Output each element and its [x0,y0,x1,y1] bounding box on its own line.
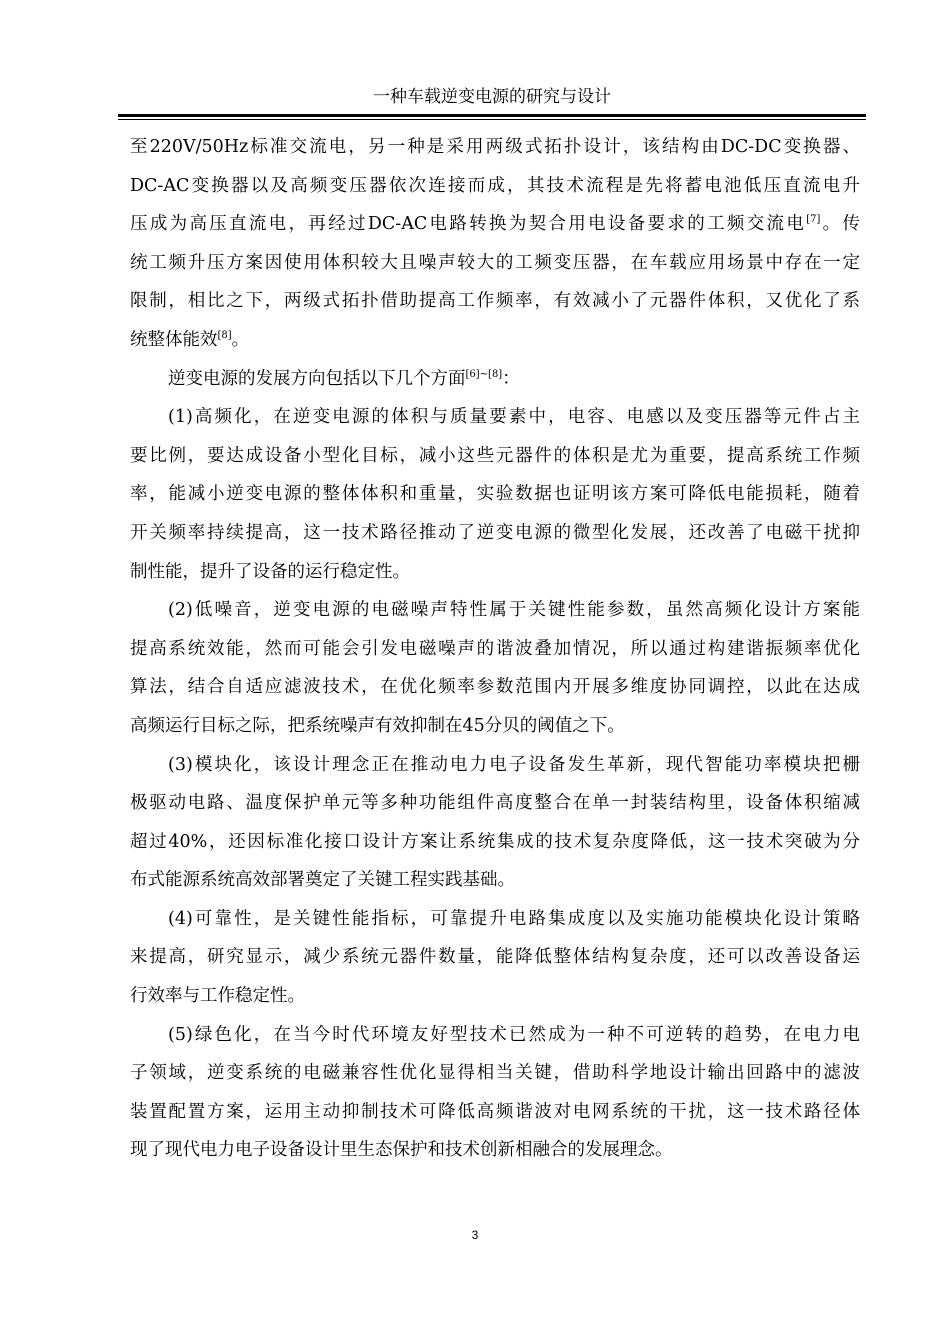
text-line: (3)模块化，该设计理念正在推动电力电子设备发生革新，现代智能功率模块把栅 [168,754,860,775]
text-line: 布式能源系统高效部署奠定了关键工程实践基础。 [130,870,515,891]
text-line: (2)低噪音，逆变电源的电磁噪声特性属于关键性能参数，虽然高频化设计方案能 [168,600,860,621]
text-line: 行效率与工作稳定性。 [130,986,305,1007]
running-header: 一种车载逆变电源的研究与设计 [373,87,611,107]
text-line: 极驱动电路、温度保护单元等多种功能组件高度整合在单一封装结构里，设备体积缩减 [130,793,860,814]
text-line: 开关频率持续提高，这一技术路径推动了逆变电源的微型化发展，还改善了电磁干扰抑 [130,522,860,543]
text-line: (5)绿色化，在当今时代环境友好型技术已然成为一种不可逆转的趋势，在电力电 [168,1024,860,1045]
paragraph-low-noise [130,591,860,745]
text: ： [502,368,520,389]
paragraph-green [130,1016,860,1170]
text-line: 统工频升压方案因使用体积较大且噪声较大的工频变压器，在车载应用场景中存在一定 [130,252,860,273]
document-body [130,128,860,1170]
text-line: 超过40%，还因标准化接口设计方案让系统集成的技术复杂度降低，这一技术突破为分 [130,831,860,852]
text-line: 现了现代电力电子设备设计里生态保护和技术创新相融合的发展理念。 [130,1140,673,1161]
text-line: (1)高频化，在逆变电源的体积与质量要素中，电容、电感以及变压器等元件占主 [168,407,860,428]
paragraph-directions-intro [130,360,860,399]
text-line: 限制，相比之下，两级式拓扑借助提高工作频率，有效减小了元器件体积，又优化了系 [130,291,860,312]
paragraph-modular [130,746,860,900]
text-line: (4)可靠性，是关键性能指标，可靠提升电路集成度以及实施功能模块化设计策略 [168,908,860,929]
text-line: 来提高，研究显示，减少系统元器件数量，能降低整体结构复杂度，还可以改善设备运 [130,947,860,968]
paragraph-topology [130,128,860,360]
text-line: DC-AC变换器以及高频变压器依次连接而成，其技术流程是先将蓄电池低压直流电升 [130,175,860,196]
text: 逆变电源的发展方向包括以下几个方面 [168,368,466,389]
paragraph-high-frequency [130,398,860,591]
text-line [130,360,860,399]
paragraph-reliability [130,900,860,1016]
header-rule-thin [118,119,866,120]
text: 统整体能效 [130,329,218,350]
text-line: 要比例，要达成设备小型化目标，减小这些元器件的体积是尤为重要，提高系统工作频 [130,445,860,466]
header-rule-thick [118,114,866,117]
text: 压成为高压直流电，再经过DC-AC电路转换为契合用电设备要求的工频交流电 [130,214,807,235]
text-line: 提高系统效能，然而可能会引发电磁噪声的谐波叠加情况，所以通过构建谐振频率优化 [130,638,860,659]
text: 。传 [820,214,861,235]
text-line: 至220V/50Hz标准交流电，另一种是采用两级式拓扑设计，该结构由DC-DC变换器、 [130,137,860,157]
text-line: 装置配置方案，运用主动抑制技术可降低高频谐波对电网系统的干扰，这一技术路径体 [130,1101,860,1122]
text-line: 制性能，提升了设备的运行稳定性。 [130,561,410,582]
text-line: 子领域，逆变系统的电磁兼容性优化显得相当关键，借助科学地设计输出回路中的滤波 [130,1063,860,1084]
text-line: 高频运行目标之际，把系统噪声有效抑制在45分贝的阈值之下。 [130,715,625,736]
text: 。 [231,329,250,350]
citation: [7] [806,214,821,226]
text-line: 率，能减小逆变电源的整体体积和重量，实验数据也证明该方案可降低电能损耗，随着 [130,484,860,505]
page-number: 3 [471,1228,479,1242]
citation: [6]~[8] [465,368,503,380]
citation: [8] [217,329,232,341]
text-line: 算法，结合自适应滤波技术，在优化频率参数范围内开展多维度协同调控，以此在达成 [130,677,860,698]
text-line [130,205,860,244]
text-line [130,321,860,360]
